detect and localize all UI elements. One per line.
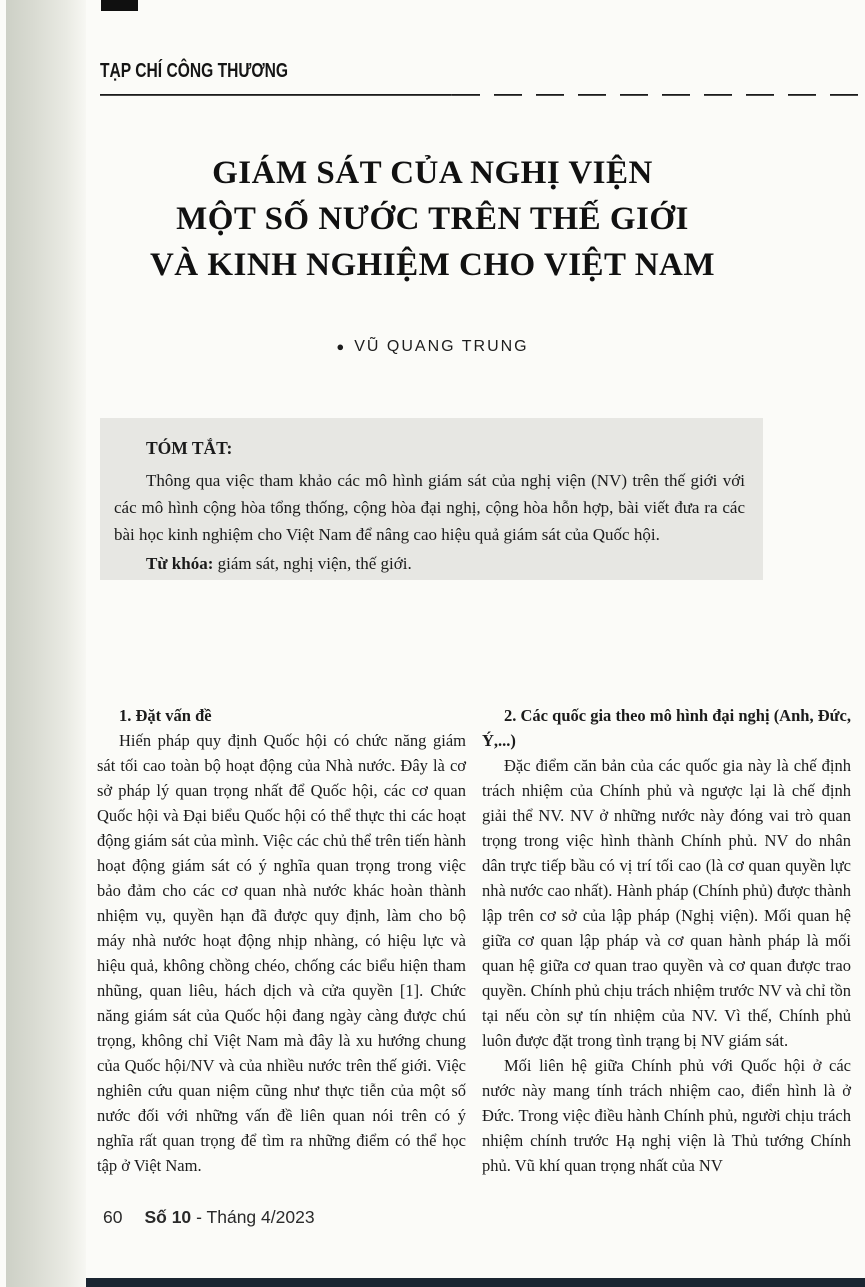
section-1-heading: 1. Đặt vấn đề — [119, 706, 212, 725]
column-left — [97, 703, 466, 1178]
author-name: VŨ QUANG TRUNG — [354, 338, 529, 355]
keywords-value: giám sát, nghị viện, thế giới. — [213, 554, 412, 573]
article-title-line-3: VÀ KINH NGHIỆM CHO VIỆT NAM — [149, 247, 716, 283]
abstract-keywords — [114, 550, 745, 577]
column-right — [482, 703, 851, 1178]
section-2-heading: 2. Các quốc gia theo mô hình đại nghị (Anh, Đức, Ý,...) — [482, 706, 851, 750]
article-title-line-1: GIÁM SÁT CỦA NGHỊ VIỆN — [212, 155, 653, 191]
section-2-paragraph-1: Đặc điểm căn bản của các quốc gia này là chế định trách nhiệm của Chính phủ và ngược lại là chế định giải thể NV. NV ở những nước này đóng vai trò quan trọng trong việc hình thành Chính phủ. NV do nhân dân trực tiếp bầu có vị trí tối cao (là cơ quan quyền lực nhà nước cao nhất). Hành pháp (Chính phủ) được thành lập trên cơ sở của lập pháp (Nghị viện). Mối quan hệ giữa cơ quan lập pháp và cơ quan hành pháp là mối quan hệ giữa cơ quan trao quyền và cơ quan được trao quyền. Chính phủ chịu trách nhiệm trước NV và chỉ tồn tại nếu còn sự tín nhiệm của NV. Vì thế, Chính phủ luôn được đặt trong tình trạng bị NV giám sát. — [482, 756, 851, 1050]
abstract-text: Thông qua việc tham khảo các mô hình giám sát của nghị viện (NV) trên thế giới với các mô hình cộng hòa tổng thống, cộng hòa đại nghị, cộng hòa hỗn hợp, bài viết đưa ra các bài học kinh nghiệm cho Việt Nam để nâng cao hiệu quả giám sát của Quốc hội. — [114, 471, 745, 544]
journal-masthead: TẠP CHÍ CÔNG THƯƠNG — [100, 60, 289, 82]
article-body — [97, 703, 851, 1178]
author-byline — [100, 338, 765, 356]
abstract-box — [100, 418, 763, 580]
issue-label: Số 10 — [144, 1207, 192, 1227]
section-2-paragraph-2: Mối liên hệ giữa Chính phủ với Quốc hội ở các nước này mang tính trách nhiệm cao, điển hình là ở Đức. Trong việc điều hành Chính phủ, người chịu trách nhiệm chính trước Hạ nghị viện là Thủ tướng Chính phủ. Vũ khí quan trọng nhất của NV — [482, 1056, 851, 1175]
article-title-line-2: MỘT SỐ NƯỚC TRÊN THẾ GIỚI — [176, 201, 689, 237]
section-1-paragraph: Hiến pháp quy định Quốc hội có chức năng giám sát tối cao toàn bộ hoạt động của Nhà nước. Đây là cơ sở pháp lý quan trọng nhất để Quốc hội, các cơ quan Quốc hội và Đại biểu Quốc hội có thể thực thi các hoạt động giám sát của mình. Việc các chủ thể trên tiến hành hoạt động giám sát có ý nghĩa quan trọng trong việc bảo đảm cho các cơ quan nhà nước khác hoàn thành nhiệm vụ, quyền hạn đã được quy định, làm cho bộ máy nhà nước hoạt động nhịp nhàng, có hiệu lực và hiệu quả, không chồng chéo, chống các biểu hiện tham nhũng, quan liêu, hách dịch và cửa quyền [1]. Chức năng giám sát của Quốc hội đang ngày càng được chú trọng, không chỉ Việt Nam mà đây là xu hướng chung của Quốc hội/NV và của nhiều nước trên thế giới. Việc nghiên cứu quan niệm cũng như thực tiễn của một số nước đối với những vấn đề liên quan nói trên có ý nghĩa rất quan trọng để tìm ra những điểm có thể học tập ở Việt Nam. — [97, 731, 466, 1175]
page-number: 60 — [103, 1207, 123, 1227]
page-footer — [103, 1207, 315, 1228]
article-title — [100, 150, 765, 288]
scan-artifact-top-mark — [101, 0, 138, 11]
author-bullet-icon: ● — [336, 339, 345, 354]
scan-artifact-bottom-band — [86, 1278, 865, 1287]
keywords-label: Từ khóa: — [146, 554, 214, 573]
scan-gutter-shadow — [6, 0, 86, 1287]
issue-date: - Tháng 4/2023 — [196, 1207, 315, 1227]
abstract-heading: TÓM TẮT: — [146, 438, 233, 458]
masthead-rule — [100, 94, 865, 96]
